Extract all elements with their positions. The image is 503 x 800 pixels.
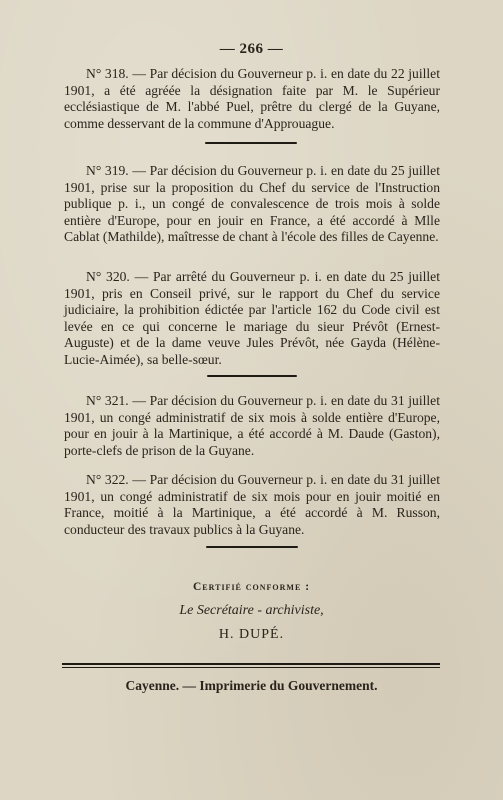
page-number: — 266 — [219, 41, 284, 57]
certification-title: Certifié conforme : [192, 581, 311, 593]
decision-318: N° 318. — Par décision du Gouverneur p. i. en date du 22 juillet 1901, a été agréée la désignation faite par M. le Supérieur ecclésiastique de M. l'abbé Puel, prêtre du clergé de la Guyane, comme desservant de la commune d'Approuague. [64, 66, 440, 131]
footer-rule-thin [62, 667, 440, 668]
section-divider [205, 142, 297, 144]
decision-319: N° 319. — Par décision du Gouverneur p. i. en date du 25 juillet 1901, prise sur la proposition du Chef du service de l'Instruction publique p. i., un congé de convalescence de trois mois à solde entière d'Europe, pour en jouir en France, a été accordé à Mlle Cablat (Mathilde), maîtresse de chant à l'école des filles de Cayenne. [64, 163, 440, 244]
decision-321: N° 321. — Par décision du Gouverneur p. i. en date du 31 juillet 1901, un congé administratif de six mois à solde entière d'Europe, pour en jouir à la Martinique, a été accordé à M. Daude (Gaston), porte-clefs de prison de la Guyane. [64, 393, 440, 458]
decision-322: N° 322. — Par décision du Gouverneur p. i. en date du 31 juillet 1901, un congé administratif de six mois pour en jouir moitié en France, moitié à la Martinique, a été accordé à M. Russon, conducteur des travaux publics à la Guyane. [64, 472, 440, 537]
section-divider [206, 546, 298, 548]
section-divider [207, 375, 297, 377]
decision-320: N° 320. — Par arrêté du Gouverneur p. i. en date du 25 juillet 1901, pris en Conseil privé, sur le rapport du Chef du service judiciaire, la prohibition édictée par l'article 162 du Code civil est levée en ce qui concerne le mariage du sieur Prévôt (Ernest-Auguste) et de la dame veuve Jules Prévôt, née Gayda (Hélène-Lucie-Aimée), sa belle-sœur. [64, 269, 440, 367]
footer-rule [62, 663, 440, 665]
certification-signatory: H. DUPÉ. [218, 627, 285, 642]
printer-imprint: Cayenne. — Imprimerie du Gouvernement. [125, 678, 378, 693]
certification-role: Le Secrétaire - archiviste, [179, 603, 324, 618]
